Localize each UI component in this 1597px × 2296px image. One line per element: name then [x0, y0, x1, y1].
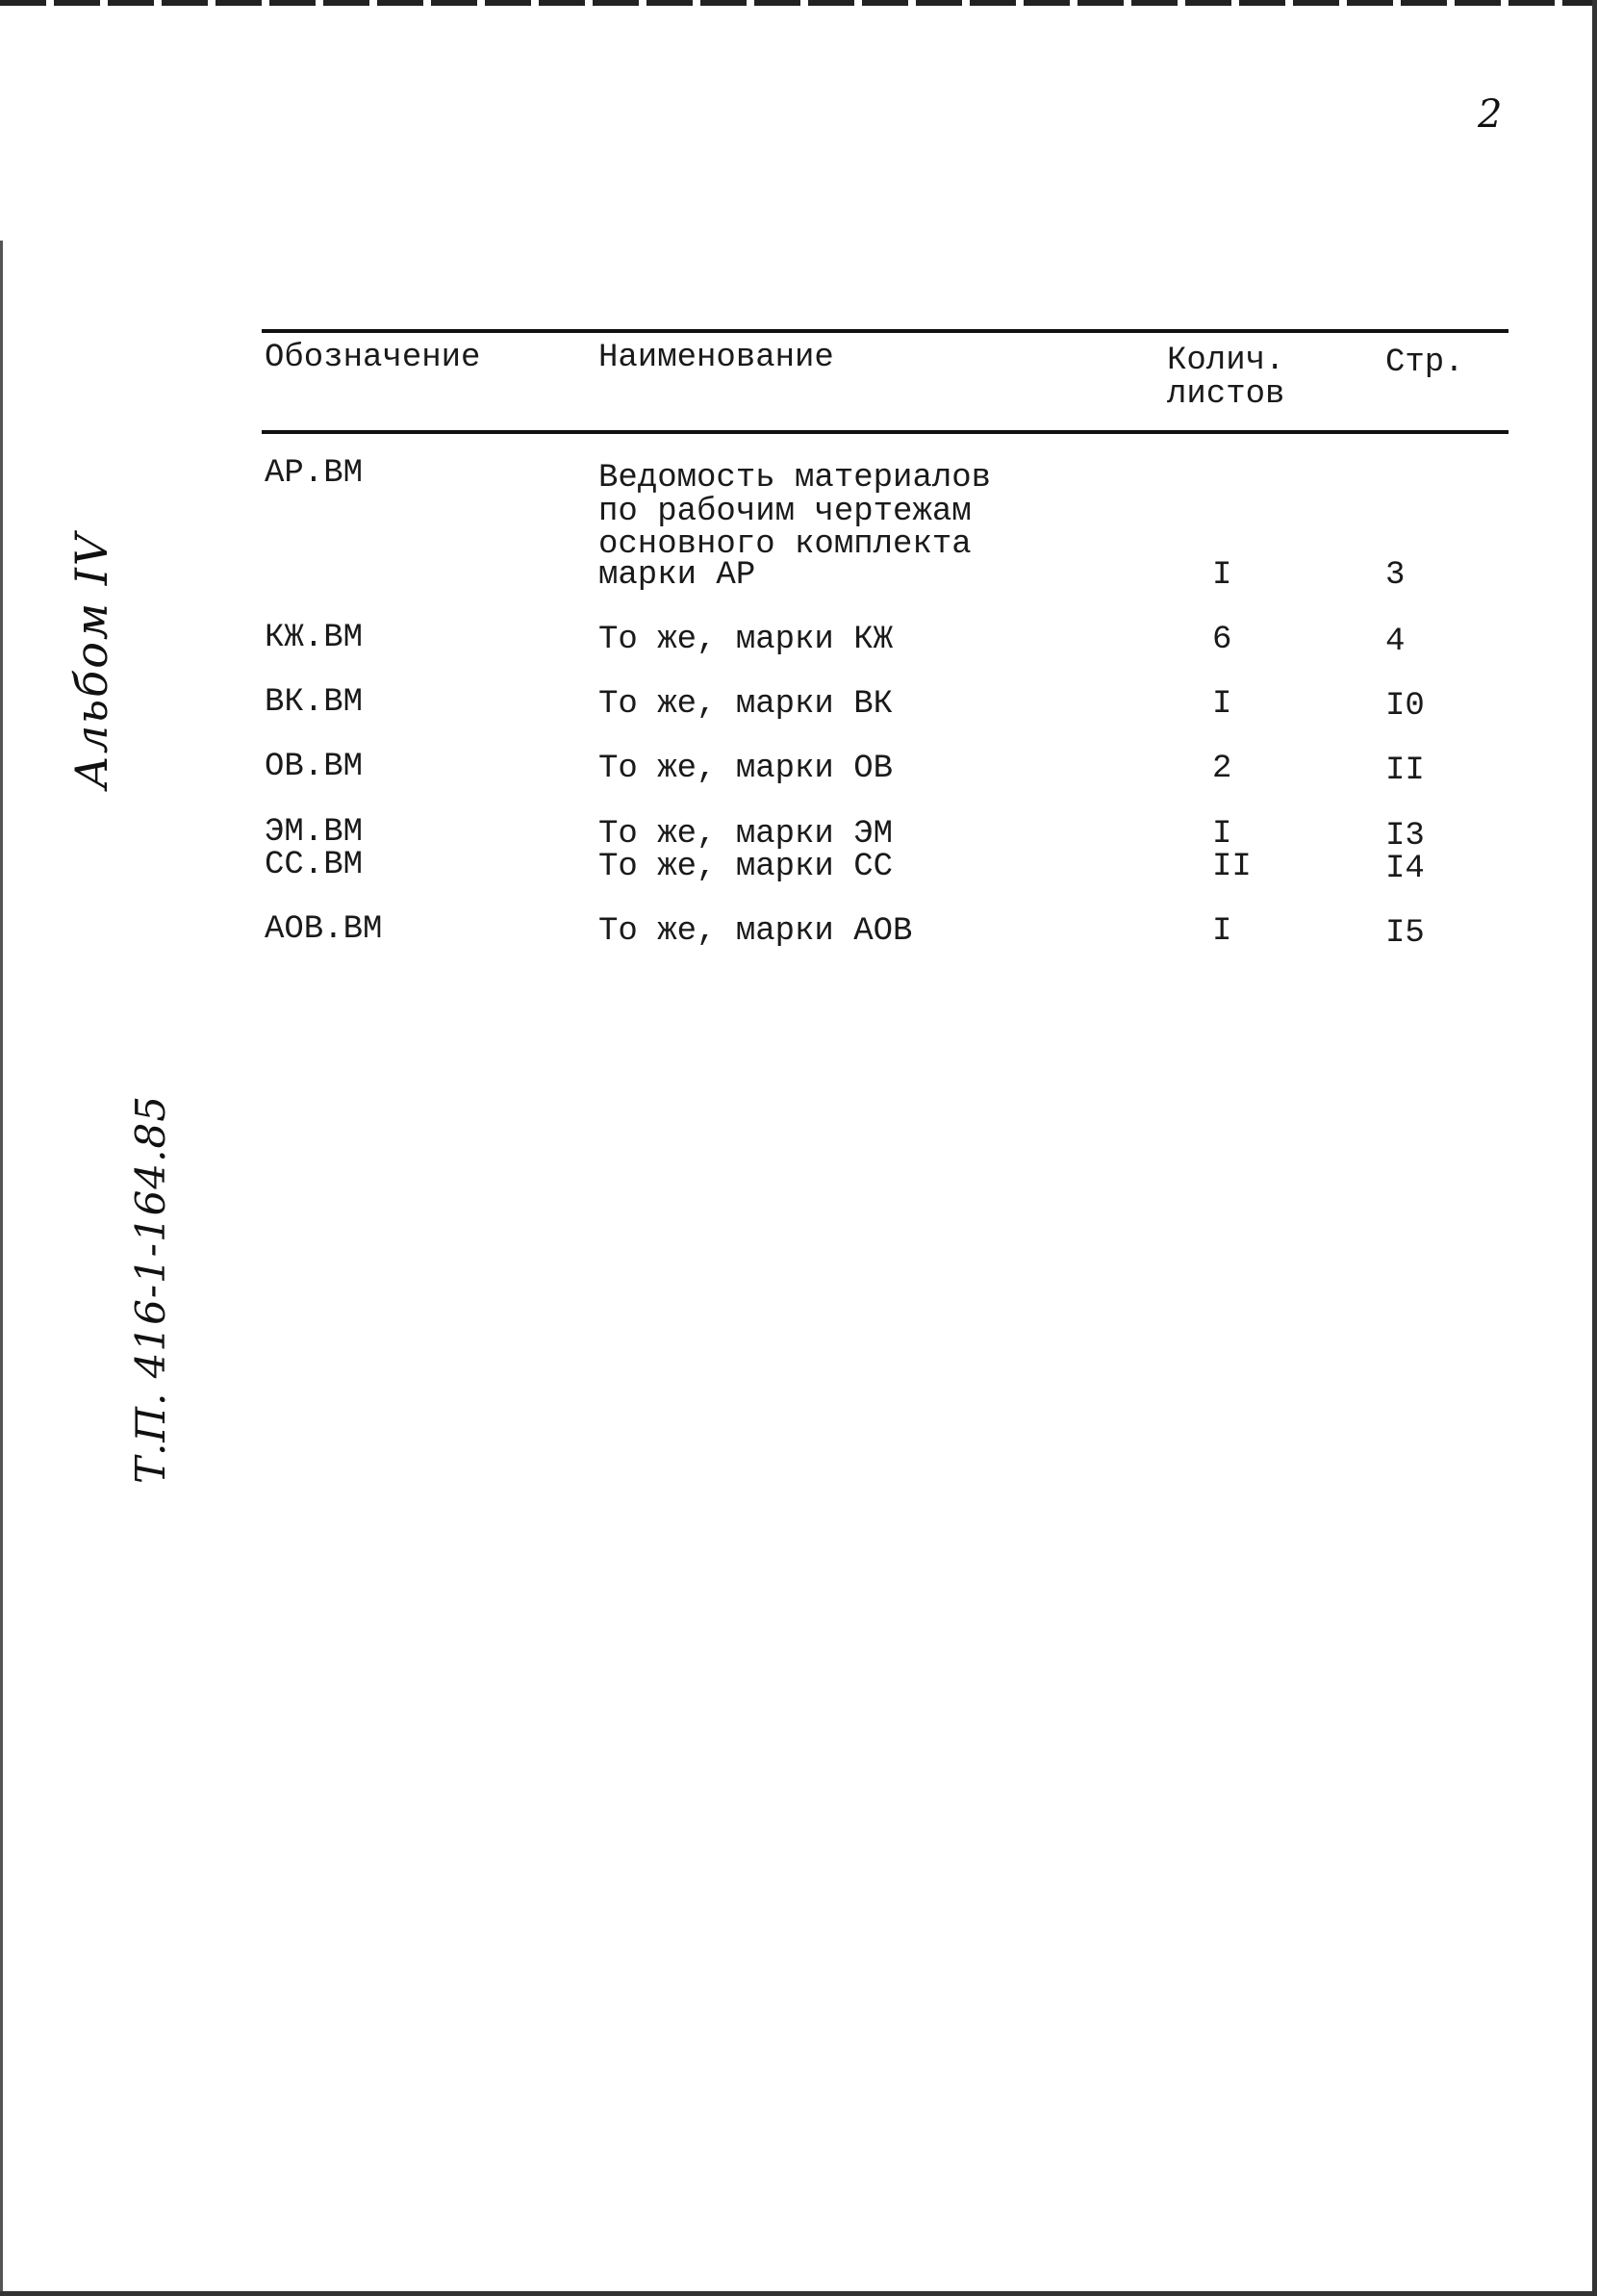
row-count: I	[1212, 557, 1232, 594]
row-code: КЖ.ВМ	[265, 620, 364, 656]
row-code: АОВ.ВМ	[265, 911, 383, 948]
row-page: I5	[1385, 915, 1425, 952]
table-top-rule	[262, 329, 1508, 333]
project-side-label: Т.П. 416-1-164.85	[127, 1095, 174, 1484]
row-name-line: по рабочим чертежам	[598, 494, 972, 530]
row-name-line: основного комплекта	[598, 526, 972, 563]
header-name: Наименование	[598, 340, 834, 376]
row-name: То же, марки ЭМ	[598, 816, 894, 853]
table-header-rule	[262, 430, 1508, 434]
header-count-line2: листов	[1167, 376, 1285, 413]
row-name: То же, марки СС	[598, 849, 894, 885]
row-count: II	[1212, 849, 1252, 885]
scan-border-right	[1592, 0, 1597, 2296]
page-number: 2	[1478, 92, 1503, 137]
row-count: 2	[1212, 751, 1232, 787]
row-name-line: Ведомость материалов	[598, 460, 992, 497]
row-name: То же, марки КЖ	[598, 622, 894, 658]
row-page: I4	[1385, 851, 1425, 887]
row-count: I	[1212, 913, 1232, 950]
header-page: Стр.	[1385, 344, 1464, 381]
scan-border-bottom	[0, 2291, 1597, 2296]
row-page: I0	[1385, 688, 1425, 725]
row-code: ВК.ВМ	[265, 684, 364, 721]
row-code: АР.ВМ	[265, 455, 364, 492]
album-side-label: Альбом IV	[65, 531, 117, 789]
row-page: 3	[1385, 557, 1406, 594]
row-page: 4	[1385, 624, 1406, 660]
scan-border-left	[0, 241, 3, 2296]
scan-border-top	[0, 0, 1597, 6]
row-name: То же, марки АОВ	[598, 913, 913, 950]
row-count: I	[1212, 686, 1232, 723]
row-code: ОВ.ВМ	[265, 749, 364, 785]
row-name-line: марки АР	[598, 557, 756, 594]
row-name: То же, марки ВК	[598, 686, 894, 723]
row-code: ЭМ.ВМ	[265, 814, 364, 851]
row-count: 6	[1212, 622, 1232, 658]
row-page: II	[1385, 753, 1425, 789]
header-count-line1: Колич.	[1167, 343, 1285, 379]
header-code: Обозначение	[265, 340, 481, 376]
row-code: СС.ВМ	[265, 847, 364, 883]
row-name: То же, марки ОВ	[598, 751, 894, 787]
row-count: I	[1212, 816, 1232, 853]
row-page: I3	[1385, 818, 1425, 855]
